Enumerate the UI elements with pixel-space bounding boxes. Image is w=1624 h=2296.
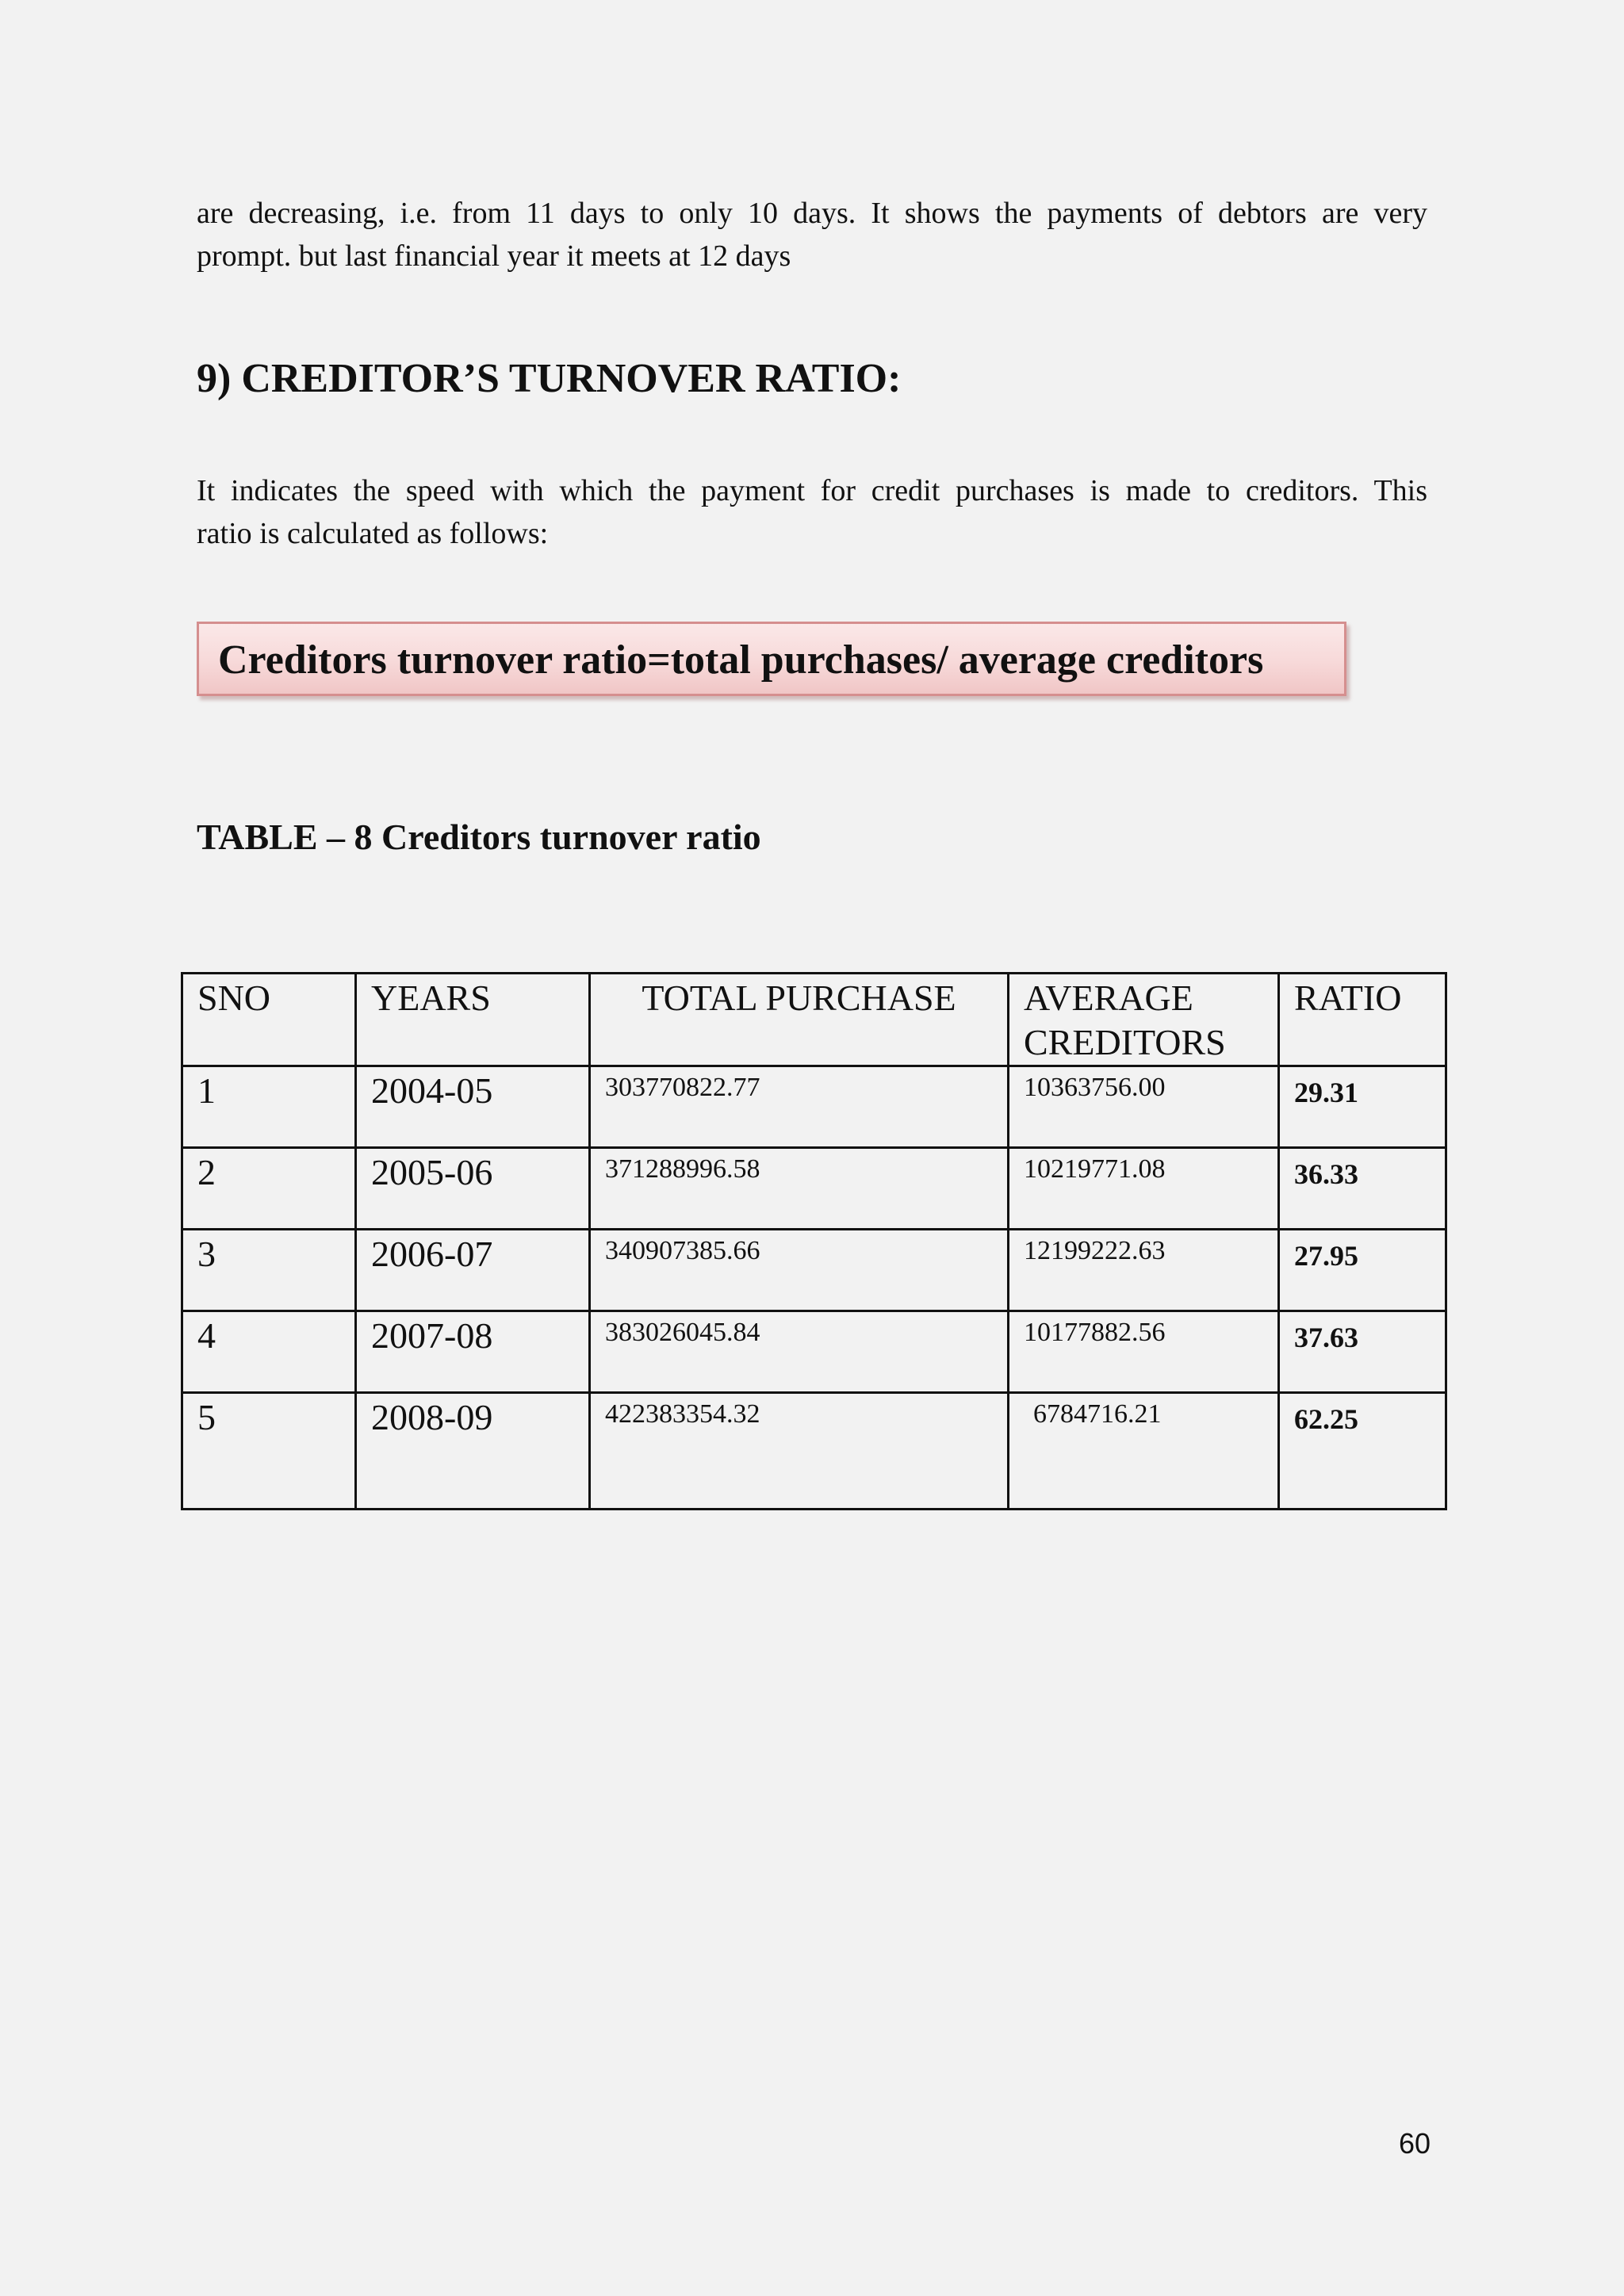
cell-sno: 5 [197,1397,216,1437]
table-header-row [182,974,1446,1066]
formula-box [197,622,1346,696]
cell-year: 2007-08 [371,1315,493,1356]
cell-ratio: 62.25 [1294,1403,1358,1435]
header-average-creditors: AVERAGE CREDITORS [1009,974,1279,1066]
section-description [197,469,1427,555]
page-number: 60 [1398,2127,1431,2160]
table-row [182,1393,1446,1510]
cell-year: 2005-06 [371,1152,493,1192]
cell-year: 2006-07 [371,1234,493,1274]
cell-total-purchase: 340907385.66 [605,1236,760,1265]
table-row [182,1148,1446,1230]
cell-sno: 3 [197,1234,216,1274]
intro-paragraph [197,192,1427,277]
cell-year: 2008-09 [371,1397,493,1437]
intro-line-2: prompt. but last financial year it meets at 12 days [197,239,791,273]
header-years: YEARS [356,974,590,1066]
formula-text: Creditors turnover ratio=total purchases/ average creditors [218,637,1264,683]
cell-ratio: 27.95 [1294,1240,1358,1272]
cell-total-purchase: 383026045.84 [605,1318,760,1347]
cell-total-purchase: 303770822.77 [605,1073,760,1102]
description-line-2: ratio is calculated as follows: [197,517,549,550]
cell-ratio: 36.33 [1294,1158,1358,1190]
cell-average-creditors: 10177882.56 [1024,1318,1166,1347]
table-row [182,1230,1446,1311]
header-sno: SNO [182,974,356,1066]
cell-average-creditors: 6784716.21 [1033,1399,1162,1429]
cell-sno: 4 [197,1315,216,1356]
table-caption: TABLE – 8 Creditors turnover ratio [197,817,761,857]
cell-sno: 1 [197,1070,216,1111]
section-heading: 9) CREDITOR’S TURNOVER RATIO: [197,356,902,401]
description-line-1: It indicates the speed with which the payment for credit purchases is made to creditors. This [197,474,1427,507]
cell-average-creditors: 12199222.63 [1024,1236,1166,1265]
header-ratio: RATIO [1279,974,1446,1066]
cell-average-creditors: 10219771.08 [1024,1154,1166,1184]
table-row [182,1066,1446,1148]
cell-sno: 2 [197,1152,216,1192]
cell-average-creditors: 10363756.00 [1024,1073,1166,1102]
cell-total-purchase: 422383354.32 [605,1399,760,1429]
cell-ratio: 37.63 [1294,1322,1358,1353]
intro-line-1: are decreasing, i.e. from 11 days to only 10 days. It shows the payments of debtors are very [197,197,1427,230]
creditors-turnover-table [181,972,1447,1510]
table-row [182,1311,1446,1393]
header-total-purchase: TOTAL PURCHASE [590,974,1009,1066]
cell-year: 2004-05 [371,1070,493,1111]
cell-total-purchase: 371288996.58 [605,1154,760,1184]
cell-ratio: 29.31 [1294,1077,1358,1108]
